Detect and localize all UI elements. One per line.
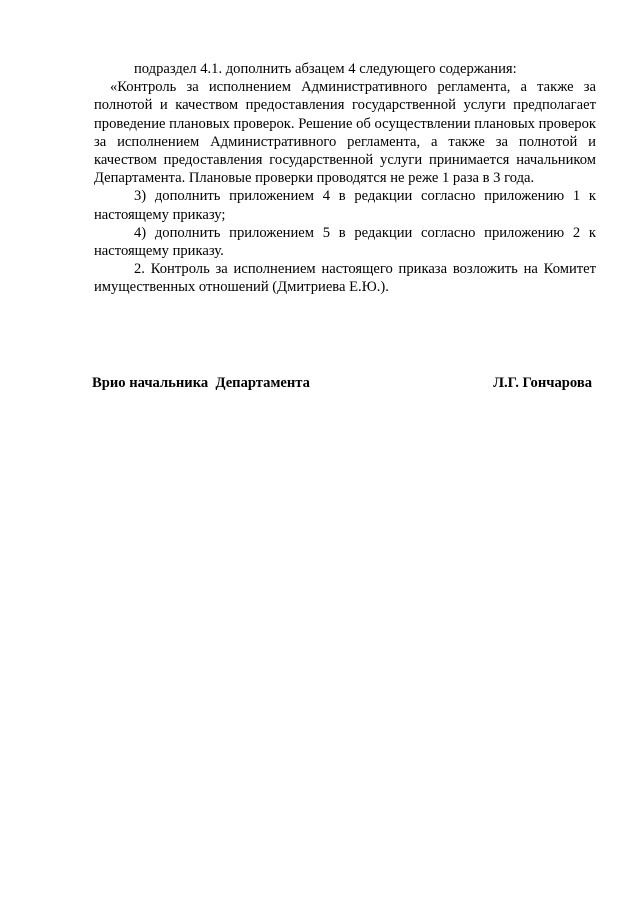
signatory-name: Л.Г. Гончарова xyxy=(493,375,592,391)
paragraph-control-assignment: 2. Контроль за исполнением настоящего приказа возложить на Комитет имущественных отношений (Дмитриева Е.Ю.). xyxy=(94,261,596,296)
paragraph-control-text: «Контроль за исполнением Административного регламента, а также за полнотой и качеством предоставления государственной услуги предполагает проведение плановых проверок. Решение об осуществлении плановых проверок за исполнением Административного регламента, а также за полнотой и качеством предоставления государственной услуги принимается начальником Департамента. Плановые проверки проводятся не реже 1 раза в 3 года. xyxy=(94,79,596,187)
document-body xyxy=(94,60,596,297)
signature-block xyxy=(92,374,592,392)
signatory-position: Врио начальника Департамента xyxy=(92,375,310,391)
paragraph-amendment-intro: подраздел 4.1. дополнить абзацем 4 следующего содержания: xyxy=(134,61,517,77)
paragraph-appendix-5: 4) дополнить приложением 5 в редакции согласно приложению 2 к настоящему приказу. xyxy=(94,224,596,260)
paragraph-appendix-4: 3) дополнить приложением 4 в редакции согласно приложению 1 к настоящему приказу; xyxy=(94,188,596,223)
